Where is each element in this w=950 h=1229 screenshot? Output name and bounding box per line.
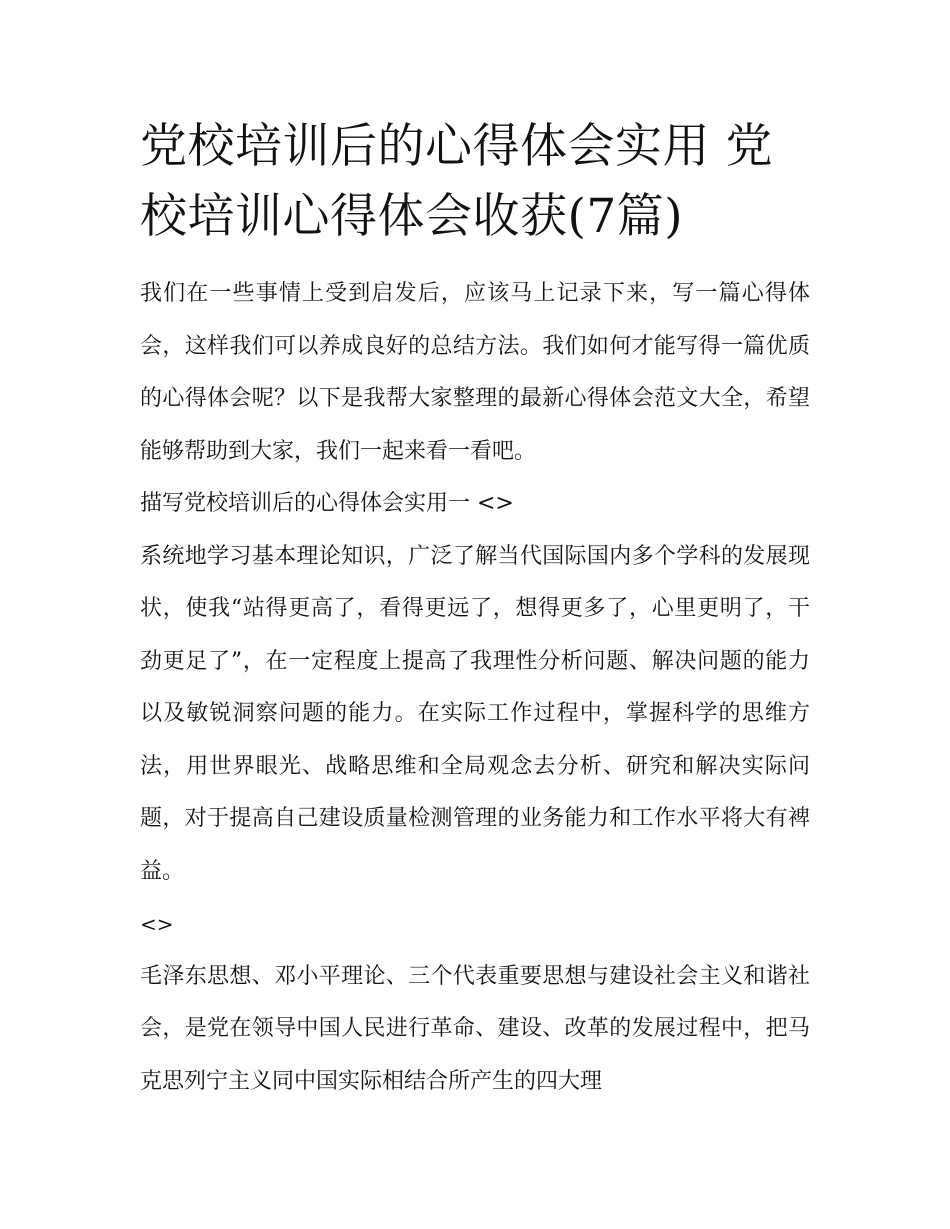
document-page (140, 112, 815, 1108)
body-paragraph-1: 系统地学习基本理论知识，广泛了解当代国际国内多个学科的发展现状，使我“站得更高了，看得更远了，想得更多了，心里更明了，干劲更足了”，在一定程度上提高了我理性分析问题、解决问题的能力以及敏锐洞察问题的能力。在实际工作过程中，掌握科学的思维方法，用世界眼光、战略思维和全局观念去分析、研究和解决实际问题，对于提高自己建设质量检测管理的业务能力和工作水平将大有裨益。 (140, 543, 810, 884)
separator-marker: <> (140, 912, 174, 936)
intro-paragraph: 我们在一些事情上受到启发后，应该马上记录下来，写一篇心得体会，这样我们可以养成良好的总结方法。我们如何才能写得一篇优质的心得体会呢？以下是我帮大家整理的最新心得体会范文大全，希望能够帮助到大家，我们一起来看一看吧。 (140, 281, 810, 464)
section-heading: 描写党校培训后的心得体会实用一 <> (140, 491, 514, 516)
body-paragraph-2: 毛泽东思想、邓小平理论、三个代表重要思想与建设社会主义和谐社会，是党在领导中国人民进行革命、建设、改革的发展过程中，把马克思列宁主义同中国实际相结合所产生的四大理 (140, 963, 810, 1094)
document-title: 党校培训后的心得体会实用 党校培训心得体会收获(7篇) (140, 119, 773, 244)
document-body (140, 268, 815, 1108)
